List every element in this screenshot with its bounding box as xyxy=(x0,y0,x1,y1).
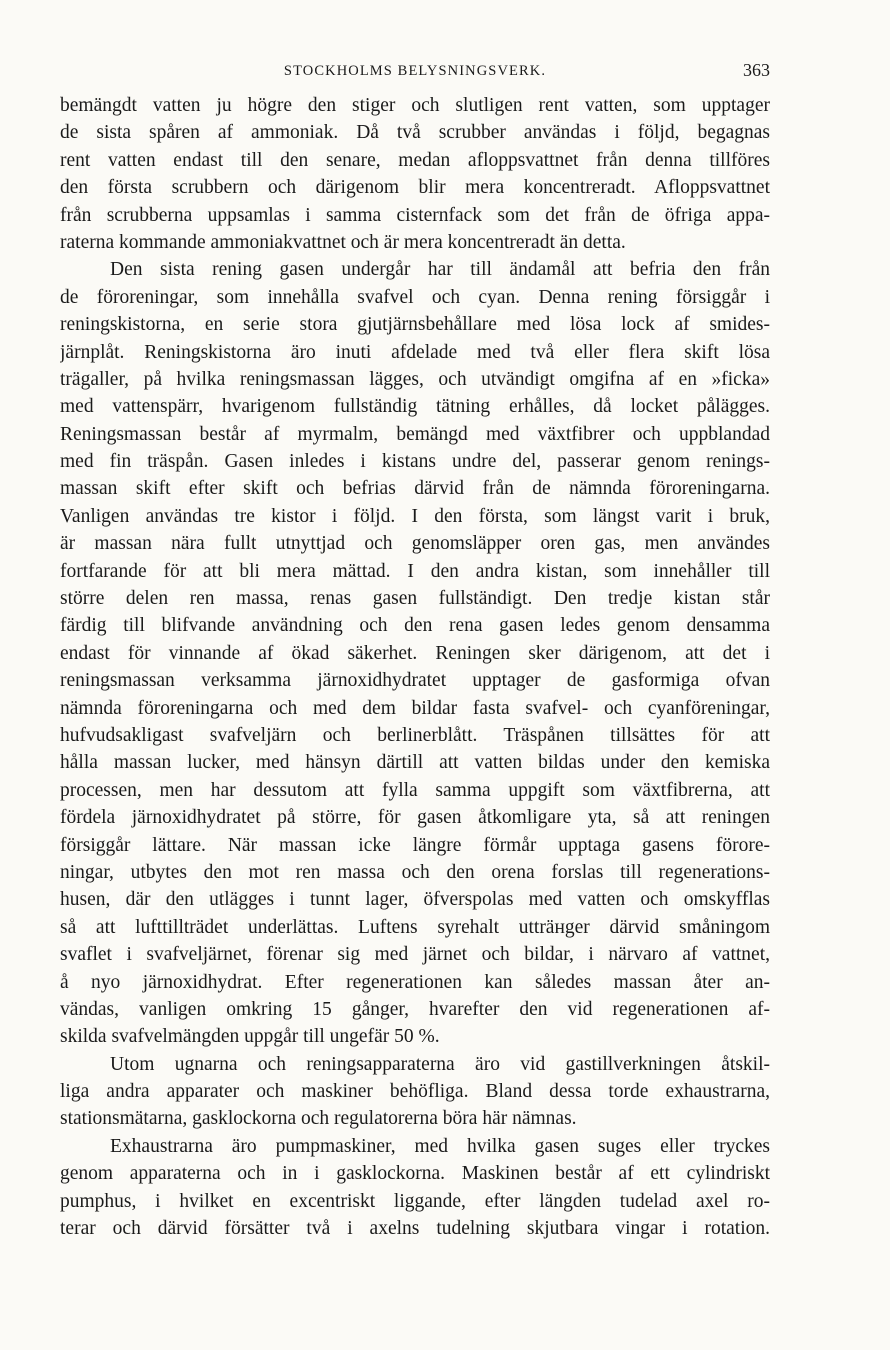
text-line: hufvudsakligast svafveljärn och berlinerblått. Träspånen tillsättes för att xyxy=(60,724,770,746)
text-line: husen, där den utlägges i tunnt lager, öfverspolas med vatten och omskyfflas xyxy=(60,889,770,911)
text-line: hålla massan lucker, med hänsyn därtill att vatten bildas under den kemiska xyxy=(60,752,770,774)
text-line: de sista spåren af ammoniak. Då två scrubber användas i följd, begagnas xyxy=(60,122,770,144)
text-line: från scrubberna uppsamlas i samma cisternfack som det från de öfriga appa- xyxy=(60,204,770,226)
text-line: bemängdt vatten ju högre den stiger och slutligen rent vatten, som upptager xyxy=(60,95,770,116)
text-line: den första scrubbern och därigenom blir mera koncentreradt. Afloppsvattnet xyxy=(60,177,770,199)
text-line: Exhaustrarna äro pumpmaskiner, med hvilka gasen suges eller tryckes xyxy=(110,1135,770,1157)
text-line: försiggår lättare. När massan icke längre förmår upptaga gasens förore- xyxy=(60,834,770,856)
text-line: å nyo järnoxidhydrat. Efter regenerationen kan således massan åter an- xyxy=(60,971,770,993)
text-line: skilda svafvelmängden uppgår till ungefär 50 %. xyxy=(60,1026,440,1048)
text-line: fördela järnoxidhydratet på större, för gasen åtkomligare yta, så att reningen xyxy=(60,807,770,829)
text-line: terar och därvid försätter två i axelns tudelning skjutbara vingar i rotation. xyxy=(60,1218,770,1240)
text-line: är massan nära fullt utnyttjad och genomsläpper oren gas, men användes xyxy=(60,533,770,555)
text-line: fortfarande för att bli mera mättad. I den andra kistan, som innehåller till xyxy=(60,560,770,582)
text-line: massan skift efter skift och befrias därvid från de nämnda föroreningarna. xyxy=(60,478,770,500)
text-line: reningskistorna, en serie stora gjutjärnsbehållare med lösa lock af smides- xyxy=(60,314,770,336)
text-line: raterna kommande ammoniakvattnet och är mera koncentreradt än detta. xyxy=(60,231,626,253)
text-line: större delen ren massa, renas gasen fullständigt. Den tredje kistan står xyxy=(60,588,770,610)
text-line: processen, men har dessutom att fylla samma uppgift som växtfibrerna, att xyxy=(60,779,770,801)
text-line: med fin träspån. Gasen inledes i kistans undre del, passerar genom renings- xyxy=(60,451,770,473)
text-line: ningar, utbytes den mot ren massa och den orena forslas till regenerations- xyxy=(60,861,770,883)
text-line: genom apparaterna och in i gasklockorna. Maskinen består af ett cylindriskt xyxy=(60,1163,770,1185)
text-line: färdig till blifvande användning och den rena gasen ledes genom densamma xyxy=(60,615,770,637)
page-number: 363 xyxy=(743,60,770,80)
text-line: Vanligen användas tre kistor i följd. I den första, som längst varit i bruk, xyxy=(60,505,770,527)
text-line: liga andra apparater och maskiner behöfliga. Bland dessa torde exhaustrarna, xyxy=(60,1081,770,1103)
text-line: trägaller, på hvilka reningsmassan lägges, och utvändigt omgifna af en »ficka» xyxy=(60,368,770,390)
text-line: Den sista rening gasen undergår har till ändamål att befria den från xyxy=(110,259,770,281)
text-line: med vattenspärr, hvarigenom fullständig tätning erhålles, då locket pålägges. xyxy=(60,396,770,418)
text-line: Utom ugnarna och reningsapparaterna äro vid gastillverkningen åtskil- xyxy=(110,1053,770,1075)
text-line: svaflet i svafveljärnet, förenar sig med järnet och bildar, i närvaro af vattnet, xyxy=(60,944,770,966)
text-line: de föroreningar, som innehålla svafvel och cyan. Denna rening försiggår i xyxy=(60,286,770,308)
running-head-title: STOCKHOLMS BELYSNINGSVERK. xyxy=(283,63,547,79)
text-line: endast för vinnande af ökad säkerhet. Reningen sker därigenom, att det i xyxy=(60,642,770,664)
text-line: järnplåt. Reningskistorna äro inuti afdelade med två eller flera skift lösa xyxy=(60,341,770,363)
running-head xyxy=(60,60,770,84)
text-line: reningsmassan verksamma järnoxidhydratet upptager de gasformiga ofvan xyxy=(60,670,770,692)
text-line: stationsmätarna, gasklockorna och regulatorerna böra här nämnas. xyxy=(60,1108,577,1130)
body-text xyxy=(60,92,770,1242)
text-line: nämnda föroreningarna och med dem bildar fasta svafvel- och cyanföreningar, xyxy=(60,697,770,719)
text-line: pumphus, i hvilket en excentriskt liggande, efter längden tudelad axel ro- xyxy=(60,1190,770,1212)
text-line: rent vatten endast till den senare, medan afloppsvattnet från denna tillföres xyxy=(60,149,770,171)
text-line: så att lufttillträdet underlättas. Luftens syrehalt utträнger därvid småningom xyxy=(60,916,770,938)
text-line: Reningsmassan består af myrmalm, bemängd med växtfibrer och uppblandad xyxy=(60,423,770,445)
text-line: vändas, vanligen omkring 15 gånger, hvarefter den vid regenerationen af- xyxy=(60,998,770,1020)
